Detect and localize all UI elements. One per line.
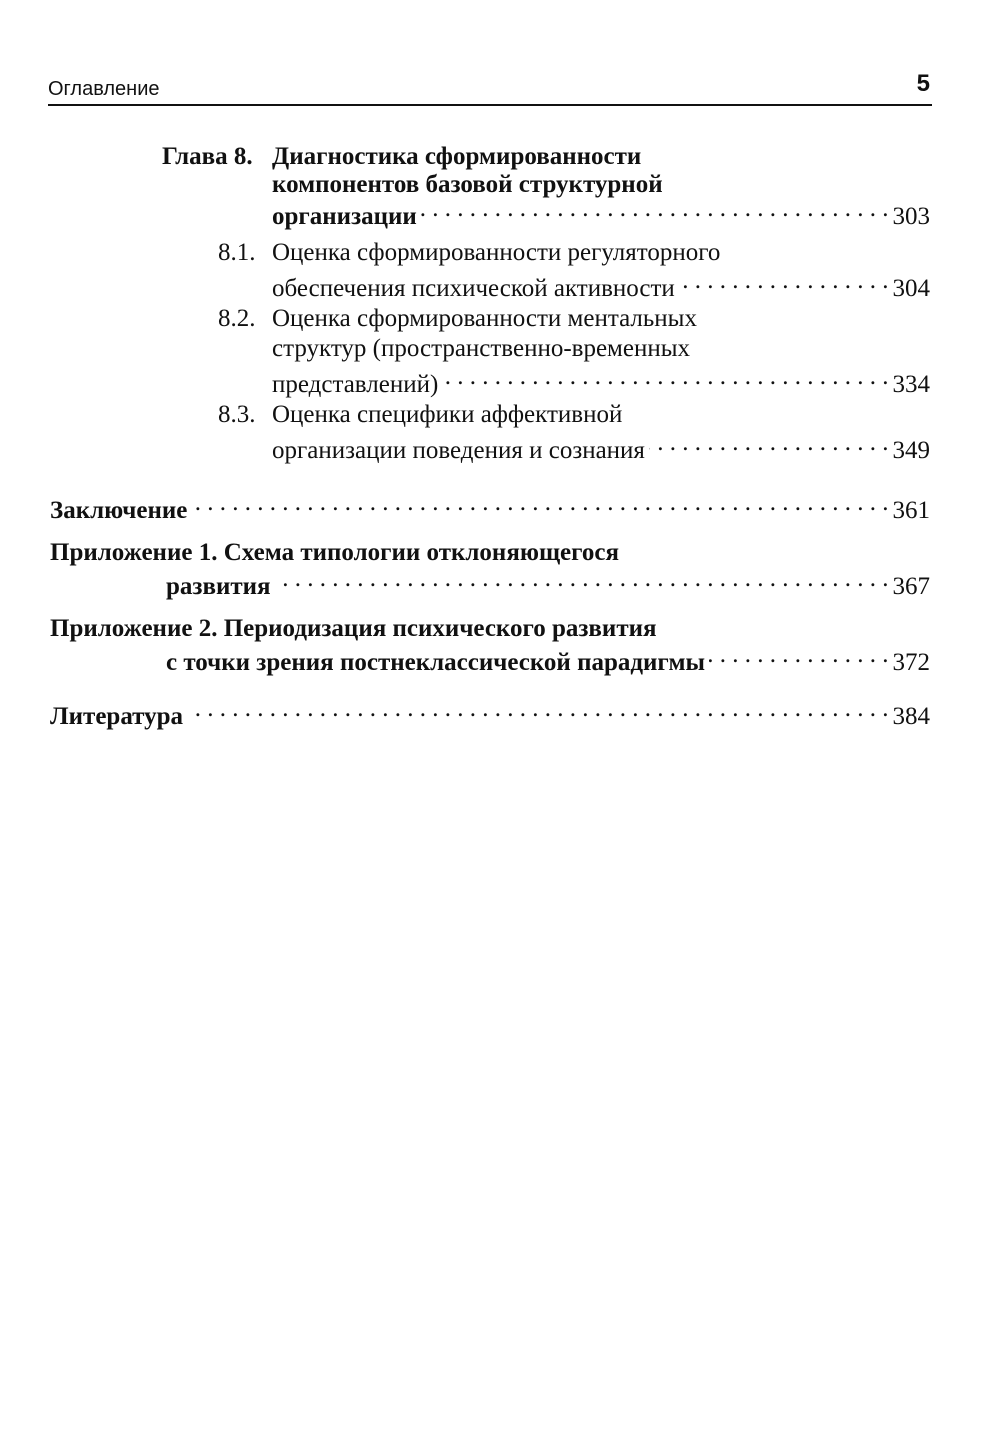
toc-chapter8-entry[interactable] (272, 194, 930, 230)
toc-page-number: 349 (892, 437, 930, 464)
toc-chapter8-label: Глава 8. (162, 143, 253, 170)
toc-section-8-1-line1: Оценка сформированности регуляторного (272, 239, 721, 266)
toc-page-number: 361 (892, 497, 930, 524)
toc-appendix2-entry[interactable] (166, 640, 930, 676)
toc-section-8-2-entry[interactable] (272, 362, 930, 398)
toc-section-8-2-number: 8.2. (218, 305, 256, 332)
toc-page-number: 303 (892, 203, 930, 230)
toc-conclusion-entry[interactable] (50, 488, 930, 524)
toc-chapter8-line1: Диагностика сформированности (272, 143, 642, 170)
toc-chapter8-line3: организации (272, 203, 417, 230)
toc-appendix2-line2: с точки зрения постнеклассической парадигмы (166, 649, 706, 676)
toc-section-8-1-line2: обеспечения психической активности (272, 275, 675, 302)
toc-literature-title: Литература (50, 703, 184, 730)
toc-section-8-3-line2: организации поведения и сознания (272, 437, 645, 464)
toc-appendix1-line2: развития (166, 573, 271, 600)
toc-section-8-1-number: 8.1. (218, 239, 256, 266)
toc-page-number: 384 (892, 703, 930, 730)
leader-dots (275, 564, 889, 594)
toc-page-number: 304 (892, 275, 930, 302)
leader-dots (709, 640, 888, 670)
toc-section-8-3-line1: Оценка специфики аффективной (272, 401, 623, 428)
toc-section-8-2-line3: представлений) (272, 371, 439, 398)
leader-dots (442, 362, 888, 392)
toc-section-8-2-line2: структур (пространственно-временных (272, 335, 691, 362)
running-title: Оглавление (48, 78, 160, 100)
toc-chapter8-line2: компонентов базовой структурной (272, 171, 663, 198)
toc-conclusion-title: Заключение (50, 497, 188, 524)
toc-page-number: 372 (892, 649, 930, 676)
leader-dots (679, 266, 889, 296)
leader-dots (649, 428, 889, 458)
toc-section-8-2-line1: Оценка сформированности ментальных (272, 305, 697, 332)
toc-section-8-3-number: 8.3. (218, 401, 256, 428)
toc-page-number: 367 (892, 573, 930, 600)
leader-dots (421, 194, 889, 224)
toc-appendix1-entry[interactable] (166, 564, 930, 600)
toc-page-number: 334 (892, 371, 930, 398)
toc-section-8-1-entry[interactable] (272, 266, 930, 302)
page-number: 5 (916, 70, 930, 97)
leader-dots (187, 694, 888, 724)
toc-literature-entry[interactable] (50, 694, 930, 730)
toc-section-8-3-entry[interactable] (272, 428, 930, 464)
toc-appendix1-line1: Приложение 1. Схема типологии отклоняющегося (50, 539, 620, 566)
leader-dots (191, 488, 888, 518)
toc-appendix2-line1: Приложение 2. Периодизация психического развития (50, 615, 657, 642)
